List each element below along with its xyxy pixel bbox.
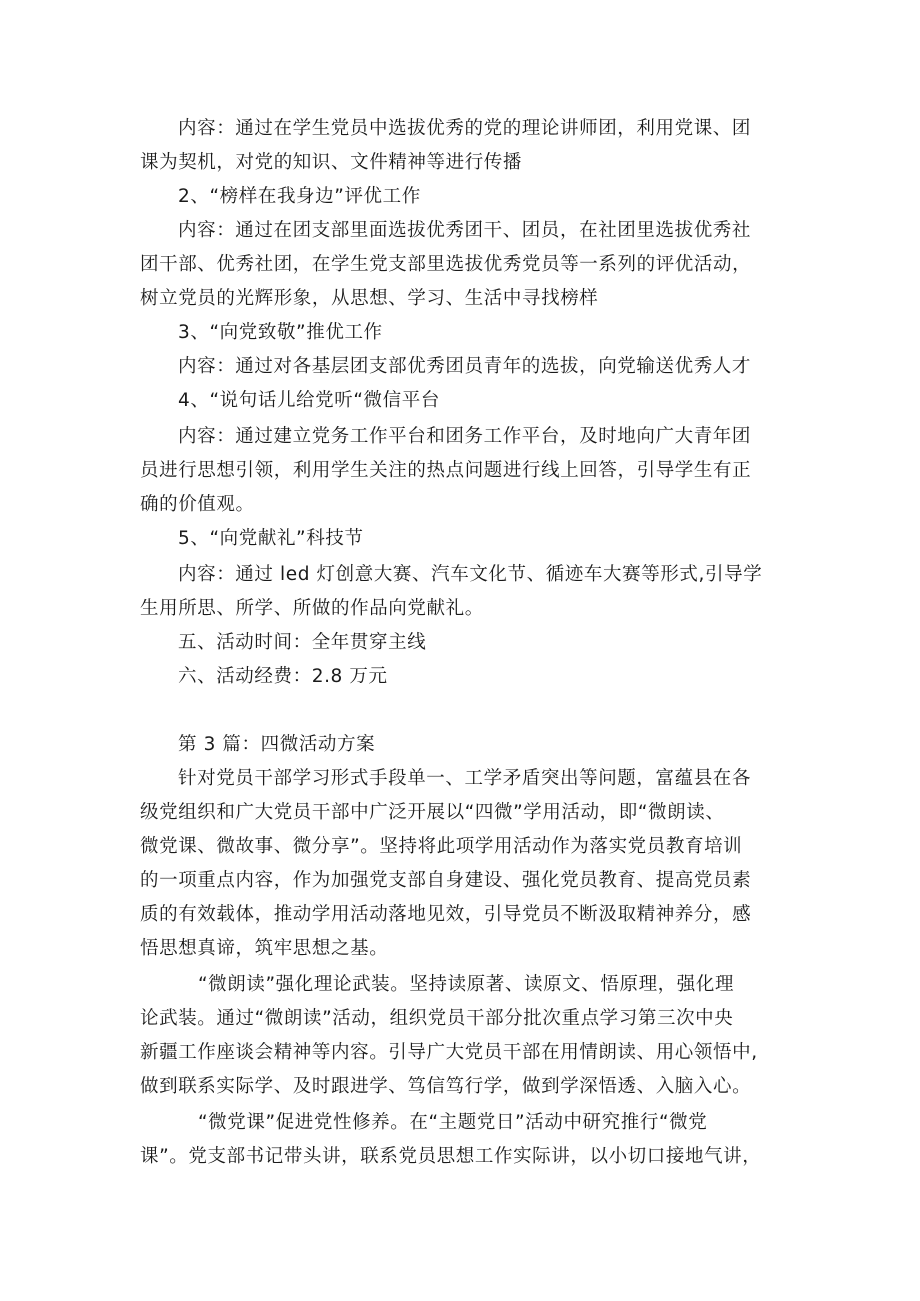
- paragraph-line: 论武装。通过“微朗读”活动，组织党员干部分批次重点学习第三次中央: [140, 1008, 734, 1029]
- paragraph-line: 微党课、微故事、微分享”。坚持将此项学用活动作为落实党员教育培训: [140, 836, 743, 857]
- content-line: 生用所思、所学、所做的作品向党献礼。: [140, 598, 484, 619]
- paragraph-line: 级党组织和广大党员干部中广泛开展以“四微”学用活动，即“微朗读、: [140, 802, 725, 823]
- item-title: 2、“榜样在我身边”评优工作: [178, 186, 421, 207]
- activity-time: 五、活动时间：全年贯穿主线: [178, 632, 427, 653]
- paragraph-line: 悟思想真谛，筑牢思想之基。: [140, 938, 389, 959]
- content-line: 内容：通过在学生党员中选拔优秀的党的理论讲师团，利用党课、团: [178, 118, 752, 139]
- content-line: 内容：通过 led 灯创意大赛、汽车文化节、循迹车大赛等形式,引导学: [178, 564, 763, 585]
- content-line: 内容：通过对各基层团支部优秀团员青年的选拔，向党输送优秀人才: [178, 356, 752, 377]
- paragraph-line: 做到联系实际学、及时跟进学、笃信笃行学，做到学深悟透、入脑入心。: [140, 1076, 752, 1097]
- content-line: 团干部、优秀社团，在学生党支部里选拔优秀党员等一系列的评优活动，: [140, 254, 752, 275]
- item-title: 3、“向党致敬”推优工作: [178, 322, 383, 343]
- activity-budget: 六、活动经费：2.8 万元: [178, 666, 388, 687]
- content-line: 确的价值观。: [140, 494, 255, 515]
- content-line: 内容：通过建立党务工作平台和团务工作平台，及时地向广大青年团: [178, 426, 752, 447]
- paragraph-line: 新疆工作座谈会精神等内容。引导广大党员干部在用情朗读、用心领悟中,: [140, 1042, 758, 1063]
- paragraph-line: 的一项重点内容，作为加强党支部自身建设、强化党员教育、提高党员素: [140, 870, 752, 891]
- paragraph-line: 针对党员干部学习形式手段单一、工学矛盾突出等问题，富蕴县在各: [178, 768, 752, 789]
- content-line: 树立党员的光辉形象，从思想、学习、生活中寻找榜样: [140, 288, 599, 309]
- paragraph-line: “微党课”促进党性修养。在“主题党日”活动中研究推行“微党: [198, 1112, 708, 1133]
- item-title: 5、“向党献礼”科技节: [178, 528, 364, 549]
- content-line: 课为契机，对党的知识、文件精神等进行传播: [140, 152, 523, 173]
- section-heading: 第 3 篇：四微活动方案: [178, 734, 376, 755]
- content-line: 员进行思想引领，利用学生关注的热点问题进行线上回答，引导学生有正: [140, 460, 752, 481]
- paragraph-line: 课”。党支部书记带头讲，联系党员思想工作实际讲，以小切口接地气讲，: [140, 1146, 762, 1167]
- content-line: 内容：通过在团支部里面选拔优秀团干、团员，在社团里选拔优秀社: [178, 220, 752, 241]
- paragraph-line: “微朗读”强化理论武装。坚持读原著、读原文、悟原理，强化理: [198, 974, 735, 995]
- paragraph-line: 质的有效载体，推动学用活动落地见效，引导党员不断汲取精神养分，感: [140, 904, 752, 925]
- item-title: 4、“说句话儿给党听“微信平台: [178, 390, 440, 411]
